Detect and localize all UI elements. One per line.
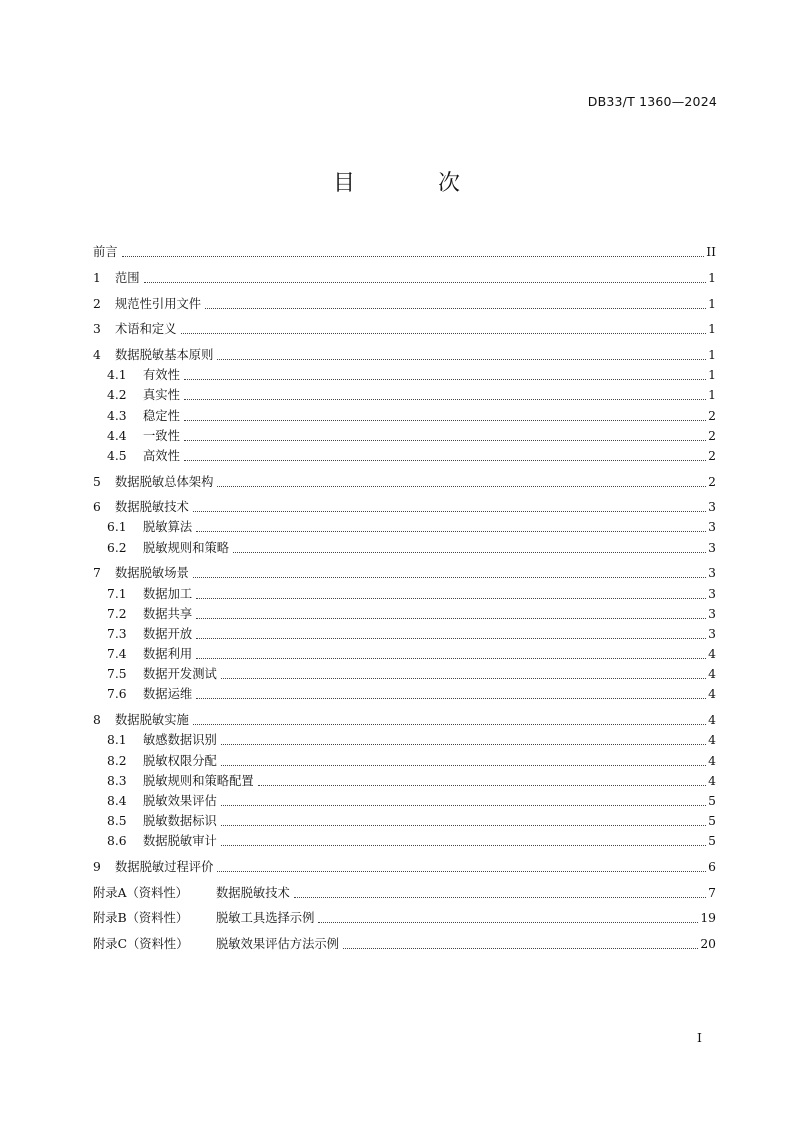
toc-entry-number: 8.5 <box>107 814 127 829</box>
toc-entry-page: 1 <box>708 322 716 337</box>
toc-entry-number: 8.2 <box>107 753 127 768</box>
toc-entry-number: 6.1 <box>107 520 127 535</box>
toc-entry-label: 真实性 <box>143 388 180 403</box>
toc-entry-label: 数据运维 <box>143 687 193 702</box>
toc-entry-label: 数据开放 <box>143 626 193 641</box>
toc-entry[interactable] <box>93 622 716 642</box>
toc-dot-leader <box>343 948 698 949</box>
toc-entry-number: 8.6 <box>107 834 127 849</box>
toc-entry[interactable] <box>93 424 716 444</box>
toc-entry-number: 3 <box>93 322 101 337</box>
toc-entry-label: 脱敏权限分配 <box>143 753 217 768</box>
toc-dot-leader <box>196 658 706 659</box>
toc-dot-leader <box>193 724 706 725</box>
toc-entry[interactable] <box>93 581 716 601</box>
toc-entry-page: 4 <box>708 687 716 702</box>
toc-dot-leader <box>184 420 706 421</box>
toc-entry-page: 2 <box>708 408 716 423</box>
toc-entry-page: 3 <box>708 520 716 535</box>
toc-entry-label: 数据脱敏技术 <box>115 500 189 515</box>
toc-entry-page: 5 <box>708 793 716 808</box>
toc-dot-leader <box>196 638 706 639</box>
toc-dot-leader <box>221 744 706 745</box>
toc-dot-leader <box>221 765 706 766</box>
toc-entry-label: 数据脱敏场景 <box>115 566 189 581</box>
toc-entry-number: 附录C（资料性） <box>93 937 189 951</box>
toc-entry-page: 6 <box>708 859 716 874</box>
toc-entry-label: 数据脱敏实施 <box>115 713 189 728</box>
toc-entry-page: 2 <box>708 448 716 463</box>
toc-entry-number: 2 <box>93 296 101 311</box>
toc-entry-number: 5 <box>93 474 101 489</box>
toc-entry-number: 附录B（资料性） <box>93 911 189 926</box>
toc-entry-label: 规范性引用文件 <box>115 296 202 311</box>
toc-entry-page: 3 <box>708 500 716 515</box>
toc-entry-page: 19 <box>700 911 716 926</box>
toc-entry[interactable] <box>93 602 716 622</box>
toc-entry-page: 4 <box>708 713 716 728</box>
toc-dot-leader <box>196 598 706 599</box>
toc-entry-label: 稳定性 <box>143 408 180 423</box>
toc-dot-leader <box>184 399 706 400</box>
toc-entry[interactable] <box>93 561 716 581</box>
toc-entry-page: 4 <box>708 647 716 662</box>
toc-entry-label: 数据脱敏总体架构 <box>115 474 214 489</box>
toc-entry-label: 术语和定义 <box>115 322 177 337</box>
toc-entry-label: 数据脱敏基本原则 <box>115 347 214 362</box>
toc-entry-page: 4 <box>708 773 716 788</box>
toc-entry[interactable] <box>93 829 716 849</box>
toc-entry-page: 3 <box>708 626 716 641</box>
toc-entry[interactable] <box>93 363 716 383</box>
toc-entry-label: 数据开发测试 <box>143 667 217 682</box>
toc-entry-number: 7.6 <box>107 687 127 702</box>
toc-entry-number: 4.1 <box>107 368 127 383</box>
toc-entry-number: 4 <box>93 347 101 362</box>
toc-entry-number: 1 <box>93 270 101 285</box>
toc-entry[interactable] <box>93 880 716 900</box>
toc-dot-leader <box>221 678 706 679</box>
toc-dot-leader <box>205 308 706 309</box>
toc-entry[interactable] <box>93 769 716 789</box>
toc-entry-page: 5 <box>708 834 716 849</box>
toc-dot-leader <box>196 531 706 532</box>
toc-entry-label: 数据利用 <box>143 647 193 662</box>
toc-entry[interactable] <box>93 266 716 286</box>
toc-entry-page: 1 <box>708 270 716 285</box>
toc-entry-label: 范围 <box>115 270 140 285</box>
toc-dot-leader <box>217 359 706 360</box>
document-code: DB33/T 1360—2024 <box>587 94 717 109</box>
toc-entry-page: 7 <box>708 885 716 900</box>
toc-entry-page: 3 <box>708 606 716 621</box>
toc-entry-label: 脱敏规则和策略配置 <box>143 773 254 788</box>
toc-entry-page: 2 <box>708 428 716 443</box>
toc-entry[interactable] <box>93 240 716 260</box>
toc-entry[interactable] <box>93 748 716 768</box>
toc-entry-page: 20 <box>700 937 716 951</box>
toc-entry[interactable] <box>93 932 716 952</box>
toc-dot-leader <box>193 511 706 512</box>
toc-entry-page: 4 <box>708 753 716 768</box>
toc-entry-number: 7.1 <box>107 586 127 601</box>
toc-entry-number: 8.4 <box>107 793 127 808</box>
toc-entry[interactable] <box>93 809 716 829</box>
toc-entry-label: 高效性 <box>143 448 180 463</box>
toc-dot-leader <box>318 922 698 923</box>
toc-dot-leader <box>233 552 706 553</box>
toc-entry[interactable] <box>93 469 716 489</box>
toc-entry-page: 1 <box>708 296 716 311</box>
toc-entry-label: 前言 <box>93 245 118 260</box>
toc-entry-label: 数据共享 <box>143 606 193 621</box>
toc-entry-label: 脱敏规则和策略 <box>143 540 230 555</box>
toc-dot-leader <box>258 785 706 786</box>
toc-dot-leader <box>294 897 706 898</box>
toc-dot-leader <box>221 845 706 846</box>
toc-entry-number: 6 <box>93 500 101 515</box>
page-number: I <box>697 1030 702 1045</box>
toc-entry[interactable] <box>93 906 716 926</box>
toc-entry-page: 3 <box>708 566 716 581</box>
toc-dot-leader <box>217 871 706 872</box>
toc-entry-label: 脱敏算法 <box>143 520 193 535</box>
toc-entry[interactable] <box>93 317 716 337</box>
toc-entry-page: 3 <box>708 586 716 601</box>
toc-entry-page: 4 <box>708 733 716 748</box>
toc-entry[interactable] <box>93 403 716 423</box>
toc-entry-number: 8.3 <box>107 773 127 788</box>
toc-entry-number: 附录A（资料性） <box>93 885 188 900</box>
toc-entry[interactable] <box>93 495 716 515</box>
toc-entry-label: 数据脱敏技术 <box>216 885 290 900</box>
toc-entry-number: 7.3 <box>107 626 127 641</box>
toc-dot-leader <box>184 440 706 441</box>
toc-entry-number: 4.3 <box>107 408 127 423</box>
page-title: 目 次 <box>333 171 498 196</box>
toc-entry-label: 数据加工 <box>143 586 193 601</box>
toc-entry-page: 2 <box>708 474 716 489</box>
toc-entry[interactable] <box>93 343 716 363</box>
toc-entry[interactable] <box>93 291 716 311</box>
toc-entry[interactable] <box>93 383 716 403</box>
toc-entry-page: 5 <box>708 814 716 829</box>
toc-entry[interactable] <box>93 515 716 535</box>
toc-entry[interactable] <box>93 535 716 555</box>
toc-dot-leader <box>122 256 705 257</box>
toc-entry-number: 6.2 <box>107 540 127 555</box>
toc-entry-number: 4.4 <box>107 428 127 443</box>
toc-entry-page: 4 <box>708 667 716 682</box>
toc-entry-number: 9 <box>93 859 101 874</box>
toc-entry-label: 脱敏效果评估 <box>143 793 217 808</box>
toc-entry-number: 7.2 <box>107 606 127 621</box>
table-of-contents <box>93 240 716 952</box>
toc-entry-label: 有效性 <box>143 368 180 383</box>
toc-dot-leader <box>181 333 707 334</box>
toc-entry-number: 7.4 <box>107 647 127 662</box>
toc-entry-page: II <box>706 245 716 260</box>
toc-entry-number: 7 <box>93 566 101 581</box>
toc-entry-page: 1 <box>708 347 716 362</box>
toc-dot-leader <box>196 698 706 699</box>
toc-dot-leader <box>193 577 706 578</box>
toc-entry-page: 1 <box>708 388 716 403</box>
toc-entry[interactable] <box>93 708 716 728</box>
toc-entry-page: 1 <box>708 368 716 383</box>
toc-dot-leader <box>184 460 706 461</box>
toc-entry-number: 7.5 <box>107 667 127 682</box>
toc-entry-label: 数据脱敏过程评价 <box>115 859 214 874</box>
toc-entry-page: 3 <box>708 540 716 555</box>
toc-entry-label: 脱敏效果评估方法示例 <box>216 937 339 951</box>
toc-dot-leader <box>144 282 706 283</box>
toc-entry[interactable] <box>93 642 716 662</box>
toc-entry[interactable] <box>93 728 716 748</box>
toc-entry[interactable] <box>93 682 716 702</box>
toc-entry-number: 8.1 <box>107 733 127 748</box>
toc-entry[interactable] <box>93 662 716 682</box>
toc-dot-leader <box>196 618 706 619</box>
toc-dot-leader <box>184 379 706 380</box>
toc-dot-leader <box>217 486 706 487</box>
toc-entry-label: 脱敏工具选择示例 <box>216 911 315 926</box>
toc-entry[interactable] <box>93 855 716 875</box>
toc-dot-leader <box>221 805 706 806</box>
toc-entry[interactable] <box>93 444 716 464</box>
toc-entry-label: 数据脱敏审计 <box>143 834 217 849</box>
toc-entry-number: 4.5 <box>107 448 127 463</box>
toc-entry-label: 脱敏数据标识 <box>143 814 217 829</box>
toc-entry-label: 一致性 <box>143 428 180 443</box>
toc-dot-leader <box>221 825 706 826</box>
toc-entry-number: 8 <box>93 713 101 728</box>
toc-entry-number: 4.2 <box>107 388 127 403</box>
toc-entry-label: 敏感数据识别 <box>143 733 217 748</box>
toc-entry[interactable] <box>93 789 716 809</box>
